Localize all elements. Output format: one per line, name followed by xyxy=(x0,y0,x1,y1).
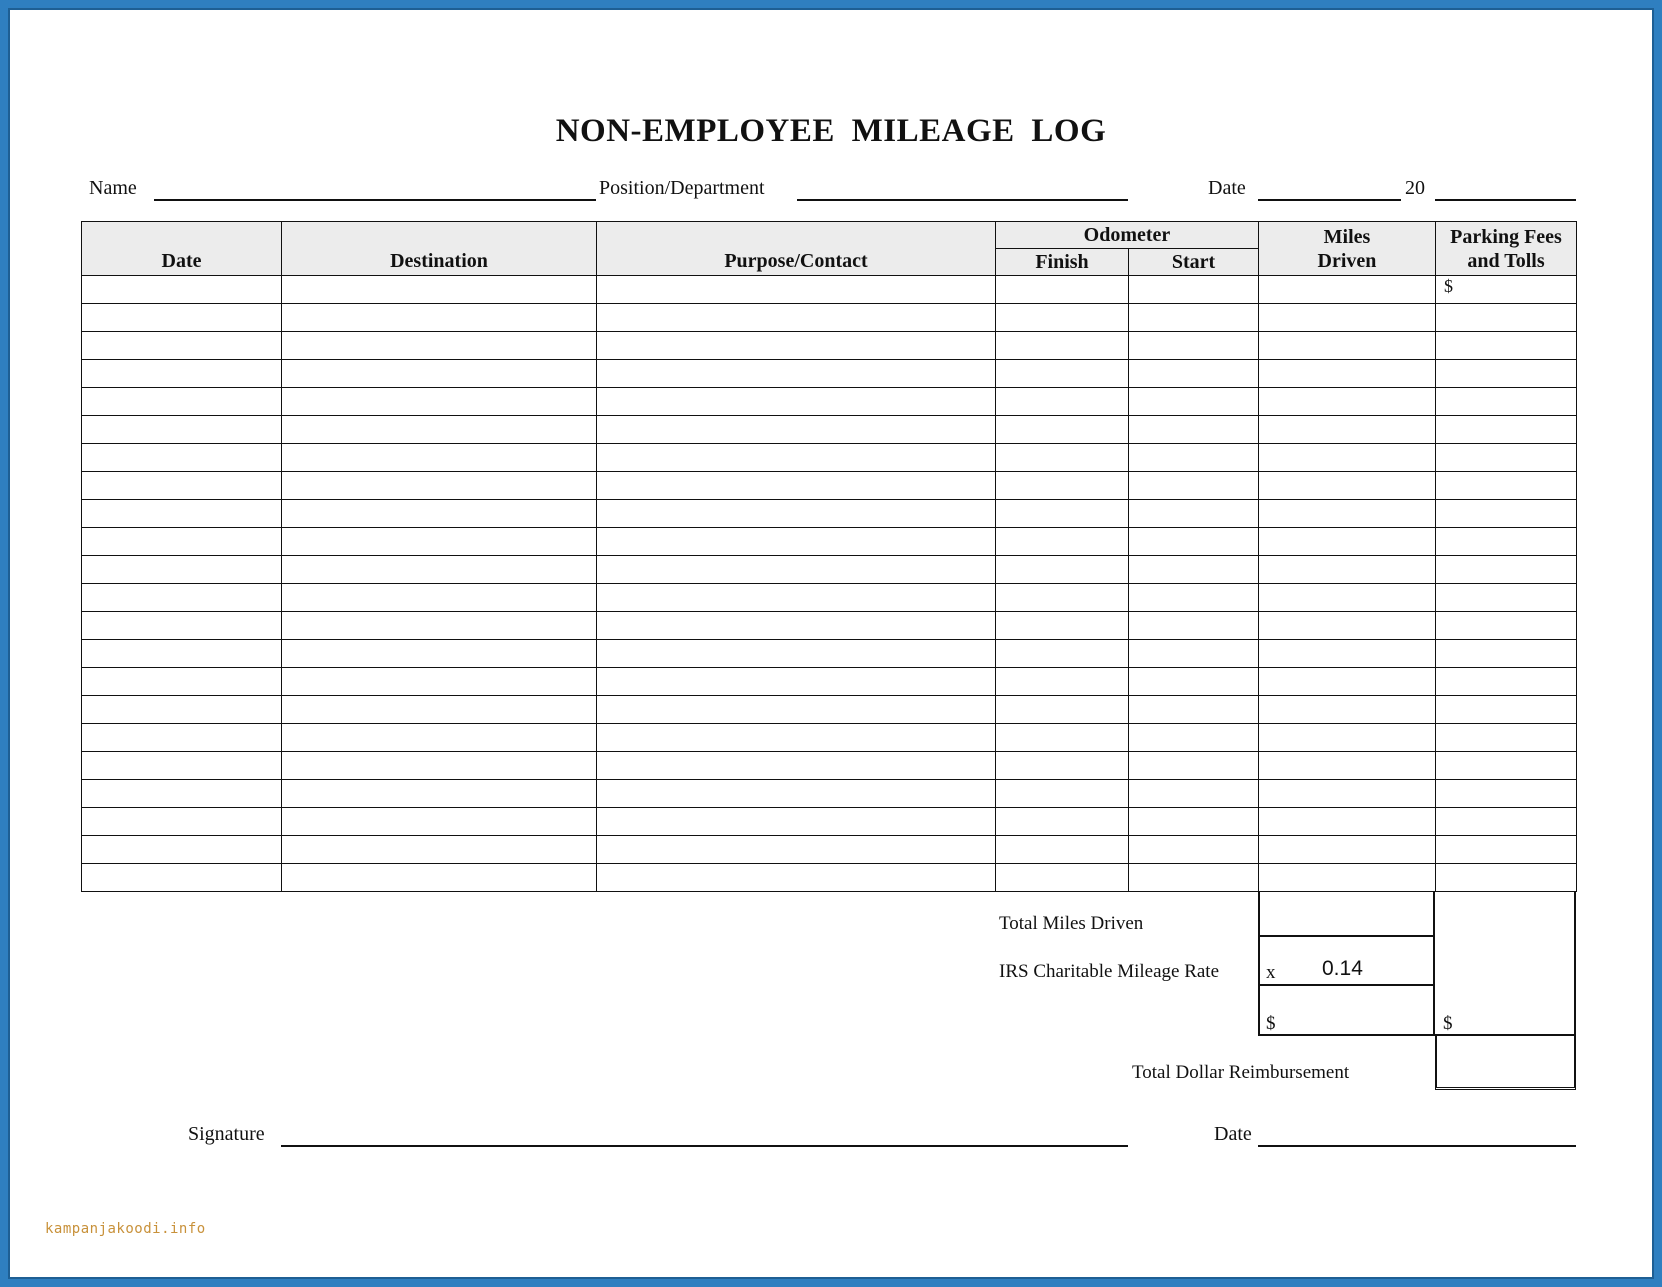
cell-purpose[interactable] xyxy=(597,360,996,388)
cell-destination[interactable] xyxy=(282,500,597,528)
cell-finish[interactable] xyxy=(996,500,1129,528)
cell-finish[interactable] xyxy=(996,612,1129,640)
cell-miles[interactable] xyxy=(1259,668,1436,696)
mileage-log-table xyxy=(81,221,1577,892)
cell-fees[interactable] xyxy=(1436,864,1577,892)
cell-destination[interactable] xyxy=(282,808,597,836)
cell-purpose[interactable] xyxy=(597,500,996,528)
cell-finish[interactable] xyxy=(996,864,1129,892)
cell-finish[interactable] xyxy=(996,556,1129,584)
cell-date[interactable] xyxy=(82,668,282,696)
cell-purpose[interactable] xyxy=(597,304,996,332)
cell-finish[interactable] xyxy=(996,388,1129,416)
cell-destination[interactable] xyxy=(282,304,597,332)
cell-finish[interactable] xyxy=(996,640,1129,668)
table-row xyxy=(82,752,1577,780)
cell-date[interactable] xyxy=(82,752,282,780)
table-row xyxy=(82,472,1577,500)
header-miles-line2: Driven xyxy=(1317,249,1377,272)
cell-start[interactable] xyxy=(1129,556,1259,584)
cell-destination[interactable] xyxy=(282,836,597,864)
cell-destination[interactable] xyxy=(282,696,597,724)
cell-destination[interactable] xyxy=(282,332,597,360)
table-row xyxy=(82,528,1577,556)
cell-finish[interactable] xyxy=(996,472,1129,500)
table-row xyxy=(82,808,1577,836)
cell-start[interactable] xyxy=(1129,276,1259,304)
cell-miles[interactable] xyxy=(1259,276,1436,304)
cell-miles[interactable] xyxy=(1259,360,1436,388)
cell-finish[interactable] xyxy=(996,724,1129,752)
cell-fees[interactable] xyxy=(1436,696,1577,724)
cell-start[interactable] xyxy=(1129,808,1259,836)
cell-miles[interactable] xyxy=(1259,864,1436,892)
cell-start[interactable] xyxy=(1129,304,1259,332)
cell-destination[interactable] xyxy=(282,584,597,612)
table-row xyxy=(82,668,1577,696)
cell-start[interactable] xyxy=(1129,416,1259,444)
cell-purpose[interactable] xyxy=(597,808,996,836)
cell-purpose[interactable] xyxy=(597,444,996,472)
cell-fees[interactable] xyxy=(1436,780,1577,808)
cell-start[interactable] xyxy=(1129,332,1259,360)
header-odometer: Odometer xyxy=(996,222,1259,249)
cell-date[interactable] xyxy=(82,416,282,444)
cell-start[interactable] xyxy=(1129,696,1259,724)
cell-fees[interactable] xyxy=(1436,500,1577,528)
cell-destination[interactable] xyxy=(282,528,597,556)
signature-field[interactable] xyxy=(281,1145,1128,1147)
cell-purpose[interactable] xyxy=(597,696,996,724)
cell-start[interactable] xyxy=(1129,864,1259,892)
cell-miles[interactable] xyxy=(1259,500,1436,528)
cell-miles[interactable] xyxy=(1259,556,1436,584)
cell-purpose[interactable] xyxy=(597,864,996,892)
table-row xyxy=(82,836,1577,864)
cell-miles[interactable] xyxy=(1259,416,1436,444)
name-label: Name xyxy=(89,177,137,199)
cell-date[interactable] xyxy=(82,836,282,864)
header-miles-driven xyxy=(1259,222,1436,276)
cell-date[interactable] xyxy=(82,780,282,808)
cell-miles[interactable] xyxy=(1259,444,1436,472)
table-row xyxy=(82,556,1577,584)
cell-purpose[interactable] xyxy=(597,332,996,360)
cell-miles[interactable] xyxy=(1259,640,1436,668)
table-row xyxy=(82,276,1577,304)
form-title: NON-EMPLOYEE MILEAGE LOG xyxy=(555,113,1107,149)
cell-finish[interactable] xyxy=(996,304,1129,332)
cell-destination[interactable] xyxy=(282,612,597,640)
year-prefix: 20 xyxy=(1405,177,1425,199)
cell-finish[interactable] xyxy=(996,444,1129,472)
table-row xyxy=(82,640,1577,668)
table-row xyxy=(82,864,1577,892)
cell-destination[interactable] xyxy=(282,864,597,892)
cell-miles[interactable] xyxy=(1259,584,1436,612)
cell-date[interactable] xyxy=(82,808,282,836)
header-parking-line2: and Tolls xyxy=(1467,249,1545,272)
cell-date[interactable] xyxy=(82,584,282,612)
table-row xyxy=(82,584,1577,612)
cell-fees[interactable] xyxy=(1436,836,1577,864)
header-parking-line1: Parking Fees xyxy=(1450,225,1562,248)
cell-miles[interactable] xyxy=(1259,528,1436,556)
cell-date[interactable] xyxy=(82,276,282,304)
cell-destination[interactable] xyxy=(282,752,597,780)
cell-destination[interactable] xyxy=(282,388,597,416)
cell-start[interactable] xyxy=(1129,836,1259,864)
rate-value: 0.14 xyxy=(1322,957,1363,980)
cell-destination[interactable] xyxy=(282,556,597,584)
cell-fees[interactable] xyxy=(1436,528,1577,556)
cell-purpose[interactable] xyxy=(597,528,996,556)
cell-finish[interactable] xyxy=(996,360,1129,388)
cell-date[interactable] xyxy=(82,500,282,528)
cell-miles[interactable] xyxy=(1259,332,1436,360)
footer-date-label: Date xyxy=(1214,1123,1252,1145)
cell-purpose[interactable] xyxy=(597,556,996,584)
cell-purpose[interactable] xyxy=(597,416,996,444)
cell-finish[interactable] xyxy=(996,696,1129,724)
cell-date[interactable] xyxy=(82,332,282,360)
cell-destination[interactable] xyxy=(282,444,597,472)
cell-destination[interactable] xyxy=(282,668,597,696)
cell-fees[interactable] xyxy=(1436,556,1577,584)
fees-currency: $ xyxy=(1443,1013,1453,1034)
cell-purpose[interactable] xyxy=(597,612,996,640)
cell-fees[interactable] xyxy=(1436,752,1577,780)
cell-purpose[interactable] xyxy=(597,780,996,808)
position-label: Position/Department xyxy=(599,177,765,199)
cell-start[interactable] xyxy=(1129,668,1259,696)
cell-fees[interactable] xyxy=(1436,444,1577,472)
cell-fees[interactable] xyxy=(1436,668,1577,696)
cell-miles[interactable] xyxy=(1259,612,1436,640)
cell-purpose[interactable] xyxy=(597,276,996,304)
footer-date-field[interactable] xyxy=(1258,1145,1576,1147)
cell-date[interactable] xyxy=(82,304,282,332)
cell-start[interactable] xyxy=(1129,640,1259,668)
cell-fees[interactable] xyxy=(1436,332,1577,360)
cell-date[interactable] xyxy=(82,556,282,584)
cell-fees[interactable] xyxy=(1436,612,1577,640)
cell-start[interactable] xyxy=(1129,444,1259,472)
cell-start[interactable] xyxy=(1129,360,1259,388)
total-reimbursement-field[interactable] xyxy=(1435,1034,1576,1090)
cell-date[interactable] xyxy=(82,472,282,500)
table-row xyxy=(82,304,1577,332)
multiply-symbol: x xyxy=(1266,962,1276,983)
cell-fees[interactable] xyxy=(1436,416,1577,444)
cell-date[interactable] xyxy=(82,640,282,668)
cell-miles[interactable] xyxy=(1259,696,1436,724)
header-miles-line1: Miles xyxy=(1323,225,1371,248)
cell-miles[interactable] xyxy=(1259,472,1436,500)
cell-finish[interactable] xyxy=(996,808,1129,836)
table-row xyxy=(82,780,1577,808)
total-miles-field[interactable] xyxy=(1258,935,1435,937)
cell-fees[interactable] xyxy=(1436,304,1577,332)
cell-start[interactable] xyxy=(1129,500,1259,528)
cell-fees[interactable] xyxy=(1436,360,1577,388)
header-destination: Destination xyxy=(282,222,597,276)
table-row xyxy=(82,500,1577,528)
miles-currency: $ xyxy=(1266,1013,1276,1034)
cell-date[interactable] xyxy=(82,612,282,640)
total-reimbursement-label: Total Dollar Reimbursement xyxy=(1132,1062,1350,1083)
cell-start[interactable] xyxy=(1129,752,1259,780)
cell-destination[interactable] xyxy=(282,472,597,500)
cell-finish[interactable] xyxy=(996,416,1129,444)
cell-fees[interactable] xyxy=(1436,724,1577,752)
cell-finish[interactable] xyxy=(996,276,1129,304)
cell-destination[interactable] xyxy=(282,276,597,304)
year-field[interactable] xyxy=(1435,199,1576,201)
header-date: Date xyxy=(82,222,282,276)
cell-miles[interactable] xyxy=(1259,808,1436,836)
header-parking-fees xyxy=(1436,222,1577,276)
cell-miles[interactable] xyxy=(1259,388,1436,416)
cell-fees[interactable] xyxy=(1436,640,1577,668)
cell-finish[interactable] xyxy=(996,584,1129,612)
cell-purpose[interactable] xyxy=(597,836,996,864)
cell-destination[interactable] xyxy=(282,640,597,668)
cell-start[interactable] xyxy=(1129,724,1259,752)
table-row xyxy=(82,360,1577,388)
cell-purpose[interactable] xyxy=(597,472,996,500)
cell-destination[interactable] xyxy=(282,780,597,808)
cell-date[interactable] xyxy=(82,360,282,388)
position-field[interactable] xyxy=(797,199,1128,201)
cell-fees[interactable] xyxy=(1436,388,1577,416)
cell-purpose[interactable] xyxy=(597,584,996,612)
cell-destination[interactable] xyxy=(282,724,597,752)
cell-date[interactable] xyxy=(82,696,282,724)
cell-start[interactable] xyxy=(1129,612,1259,640)
cell-fees[interactable] xyxy=(1436,472,1577,500)
cell-finish[interactable] xyxy=(996,780,1129,808)
table-row xyxy=(82,612,1577,640)
cell-purpose[interactable] xyxy=(597,752,996,780)
cell-fees[interactable]: $ xyxy=(1436,276,1577,304)
cell-finish[interactable] xyxy=(996,836,1129,864)
cell-miles[interactable] xyxy=(1259,836,1436,864)
cell-miles[interactable] xyxy=(1259,724,1436,752)
cell-finish[interactable] xyxy=(996,668,1129,696)
fees-summary-box xyxy=(1435,891,1576,1036)
cell-miles[interactable] xyxy=(1259,780,1436,808)
table-row xyxy=(82,724,1577,752)
cell-date[interactable] xyxy=(82,864,282,892)
cell-purpose[interactable] xyxy=(597,388,996,416)
header-finish: Finish xyxy=(996,249,1129,276)
cell-fees[interactable] xyxy=(1436,808,1577,836)
cell-destination[interactable] xyxy=(282,360,597,388)
cell-date[interactable] xyxy=(82,444,282,472)
header-purpose: Purpose/Contact xyxy=(597,222,996,276)
cell-finish[interactable] xyxy=(996,528,1129,556)
table-row xyxy=(82,416,1577,444)
cell-miles[interactable] xyxy=(1259,752,1436,780)
cell-purpose[interactable] xyxy=(597,640,996,668)
irs-rate-label: IRS Charitable Mileage Rate xyxy=(999,961,1220,982)
cell-miles[interactable] xyxy=(1259,304,1436,332)
cell-date[interactable] xyxy=(82,724,282,752)
cell-start[interactable] xyxy=(1129,780,1259,808)
cell-purpose[interactable] xyxy=(597,668,996,696)
cell-fees[interactable] xyxy=(1436,584,1577,612)
cell-date[interactable] xyxy=(82,388,282,416)
cell-start[interactable] xyxy=(1129,388,1259,416)
date-field[interactable] xyxy=(1258,199,1401,201)
cell-finish[interactable] xyxy=(996,752,1129,780)
total-miles-label: Total Miles Driven xyxy=(999,913,1144,934)
name-field[interactable] xyxy=(154,199,596,201)
table-row xyxy=(82,388,1577,416)
cell-purpose[interactable] xyxy=(597,724,996,752)
header-start: Start xyxy=(1129,249,1259,276)
rate-divider xyxy=(1258,984,1435,986)
cell-finish[interactable] xyxy=(996,332,1129,360)
cell-start[interactable] xyxy=(1129,528,1259,556)
table-row xyxy=(82,444,1577,472)
table-row xyxy=(82,696,1577,724)
table-row xyxy=(82,332,1577,360)
date-label: Date xyxy=(1208,177,1246,199)
cell-start[interactable] xyxy=(1129,472,1259,500)
cell-date[interactable] xyxy=(82,528,282,556)
cell-start[interactable] xyxy=(1129,584,1259,612)
watermark: kampanjakoodi.info xyxy=(45,1221,206,1237)
signature-label: Signature xyxy=(188,1123,265,1145)
cell-destination[interactable] xyxy=(282,416,597,444)
